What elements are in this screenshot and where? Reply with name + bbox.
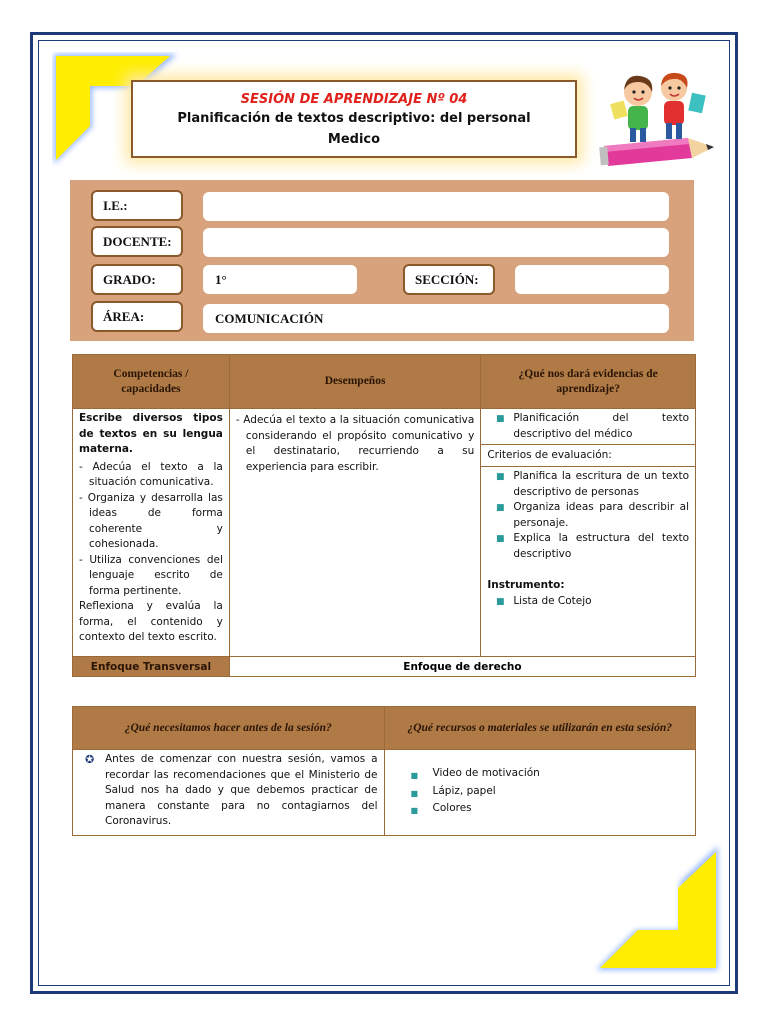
instrumento-label: Instrumento: [487, 579, 565, 591]
square-bullet-icon: ■ [410, 806, 419, 816]
competencias-cell [73, 409, 230, 657]
square-bullet-icon: ■ [496, 534, 505, 544]
header-competencias: Competencias / capacidades [73, 355, 230, 409]
evidencia-cell [481, 409, 696, 445]
antes-sesion-cell [73, 750, 385, 836]
recursos-cell [384, 750, 695, 836]
criterios-label: Criterios de evaluación: [487, 448, 612, 461]
ie-label: I.E.: [91, 190, 183, 221]
header-antes-sesion: ¿Qué necesitamos hacer antes de la sesión? [73, 707, 385, 750]
evidencia-text: Planificación del texto descriptivo del médico [513, 412, 689, 440]
session-title: SESIÓN DE APRENDIZAJE Nº 04 [240, 92, 468, 107]
capacidad-item: - Adecúa el texto a la situación comunicativa. [79, 460, 223, 488]
square-bullet-icon: ■ [410, 788, 419, 798]
grado-field[interactable]: 1° [203, 265, 357, 294]
session-subtitle-line2: Medico [327, 132, 381, 147]
square-bullet-icon: ■ [496, 596, 505, 607]
competencias-table [72, 354, 696, 677]
header-recursos: ¿Qué recursos o materiales se utilizarán en esta sesión? [384, 707, 695, 750]
square-bullet-icon: ■ [410, 771, 419, 781]
corner-decoration-bottom-right [592, 842, 722, 974]
header-evidencias: ¿Qué nos dará evidencias de aprendizaje? [481, 355, 696, 409]
criterio-item: Planifica la escritura de un texto descriptivo de personas [513, 470, 689, 498]
enfoque-label: Enfoque Transversal [73, 657, 230, 677]
competencia-title: Escribe diversos tipos de textos en su lengua materna. [79, 412, 223, 455]
docente-field[interactable] [203, 228, 669, 257]
recurso-item: Video de motivación [432, 767, 540, 780]
area-field[interactable]: COMUNICACIÓN [203, 304, 669, 333]
recurso-item: Colores [432, 802, 472, 815]
seccion-field[interactable] [515, 265, 669, 294]
square-bullet-icon: ■ [496, 472, 505, 482]
session-title-box [131, 80, 577, 158]
ie-field[interactable] [203, 192, 669, 221]
circle-bullet-icon: ✪ [85, 753, 95, 766]
session-subtitle-line1: Planificación de textos descriptivo: del personal [177, 111, 531, 126]
header-desempenos: Desempeños [229, 355, 480, 409]
area-label: ÁREA: [91, 301, 183, 332]
criterios-cell [481, 467, 696, 657]
square-bullet-icon: ■ [496, 503, 505, 513]
enfoque-value: Enfoque de derecho [229, 657, 695, 677]
criterio-item: Organiza ideas para describir al personaje. [513, 501, 689, 529]
criterios-label-cell [481, 445, 696, 467]
grado-label: GRADO: [91, 264, 183, 295]
docente-label: DOCENTE: [91, 226, 183, 257]
instrumento-value: Lista de Cotejo [513, 594, 592, 607]
recurso-item: Lápiz, papel [432, 784, 496, 797]
desempeno-cell [229, 409, 480, 657]
kids-on-pencil-illustration [598, 68, 718, 168]
preparacion-table [72, 706, 696, 836]
capacidad-final: Reflexiona y evalúa la forma, el contenido y contexto del texto escrito. [79, 600, 223, 643]
square-bullet-icon: ■ [496, 414, 505, 424]
desempeno-text: - Adecúa el texto a la situación comunicativa considerando el propósito comunicativo y el destinatario, recurriendo a su experiencia para escribir. [235, 414, 475, 473]
seccion-label: SECCIÓN: [403, 264, 495, 295]
capacidad-item: - Organiza y desarrolla las ideas de forma coherente y cohesionada. [79, 491, 223, 550]
capacidad-item: - Utiliza convenciones del lenguaje escrito de forma pertinente. [79, 553, 223, 597]
criterio-item: Explica la estructura del texto descriptivo [513, 532, 689, 560]
antes-sesion-text: Antes de comenzar con nuestra sesión, vamos a recordar las recomendaciones que el Ministerio de Salud nos ha dado y que debemos practicar de manera constante para no contagiarnos del Coronavirus. [105, 753, 378, 827]
